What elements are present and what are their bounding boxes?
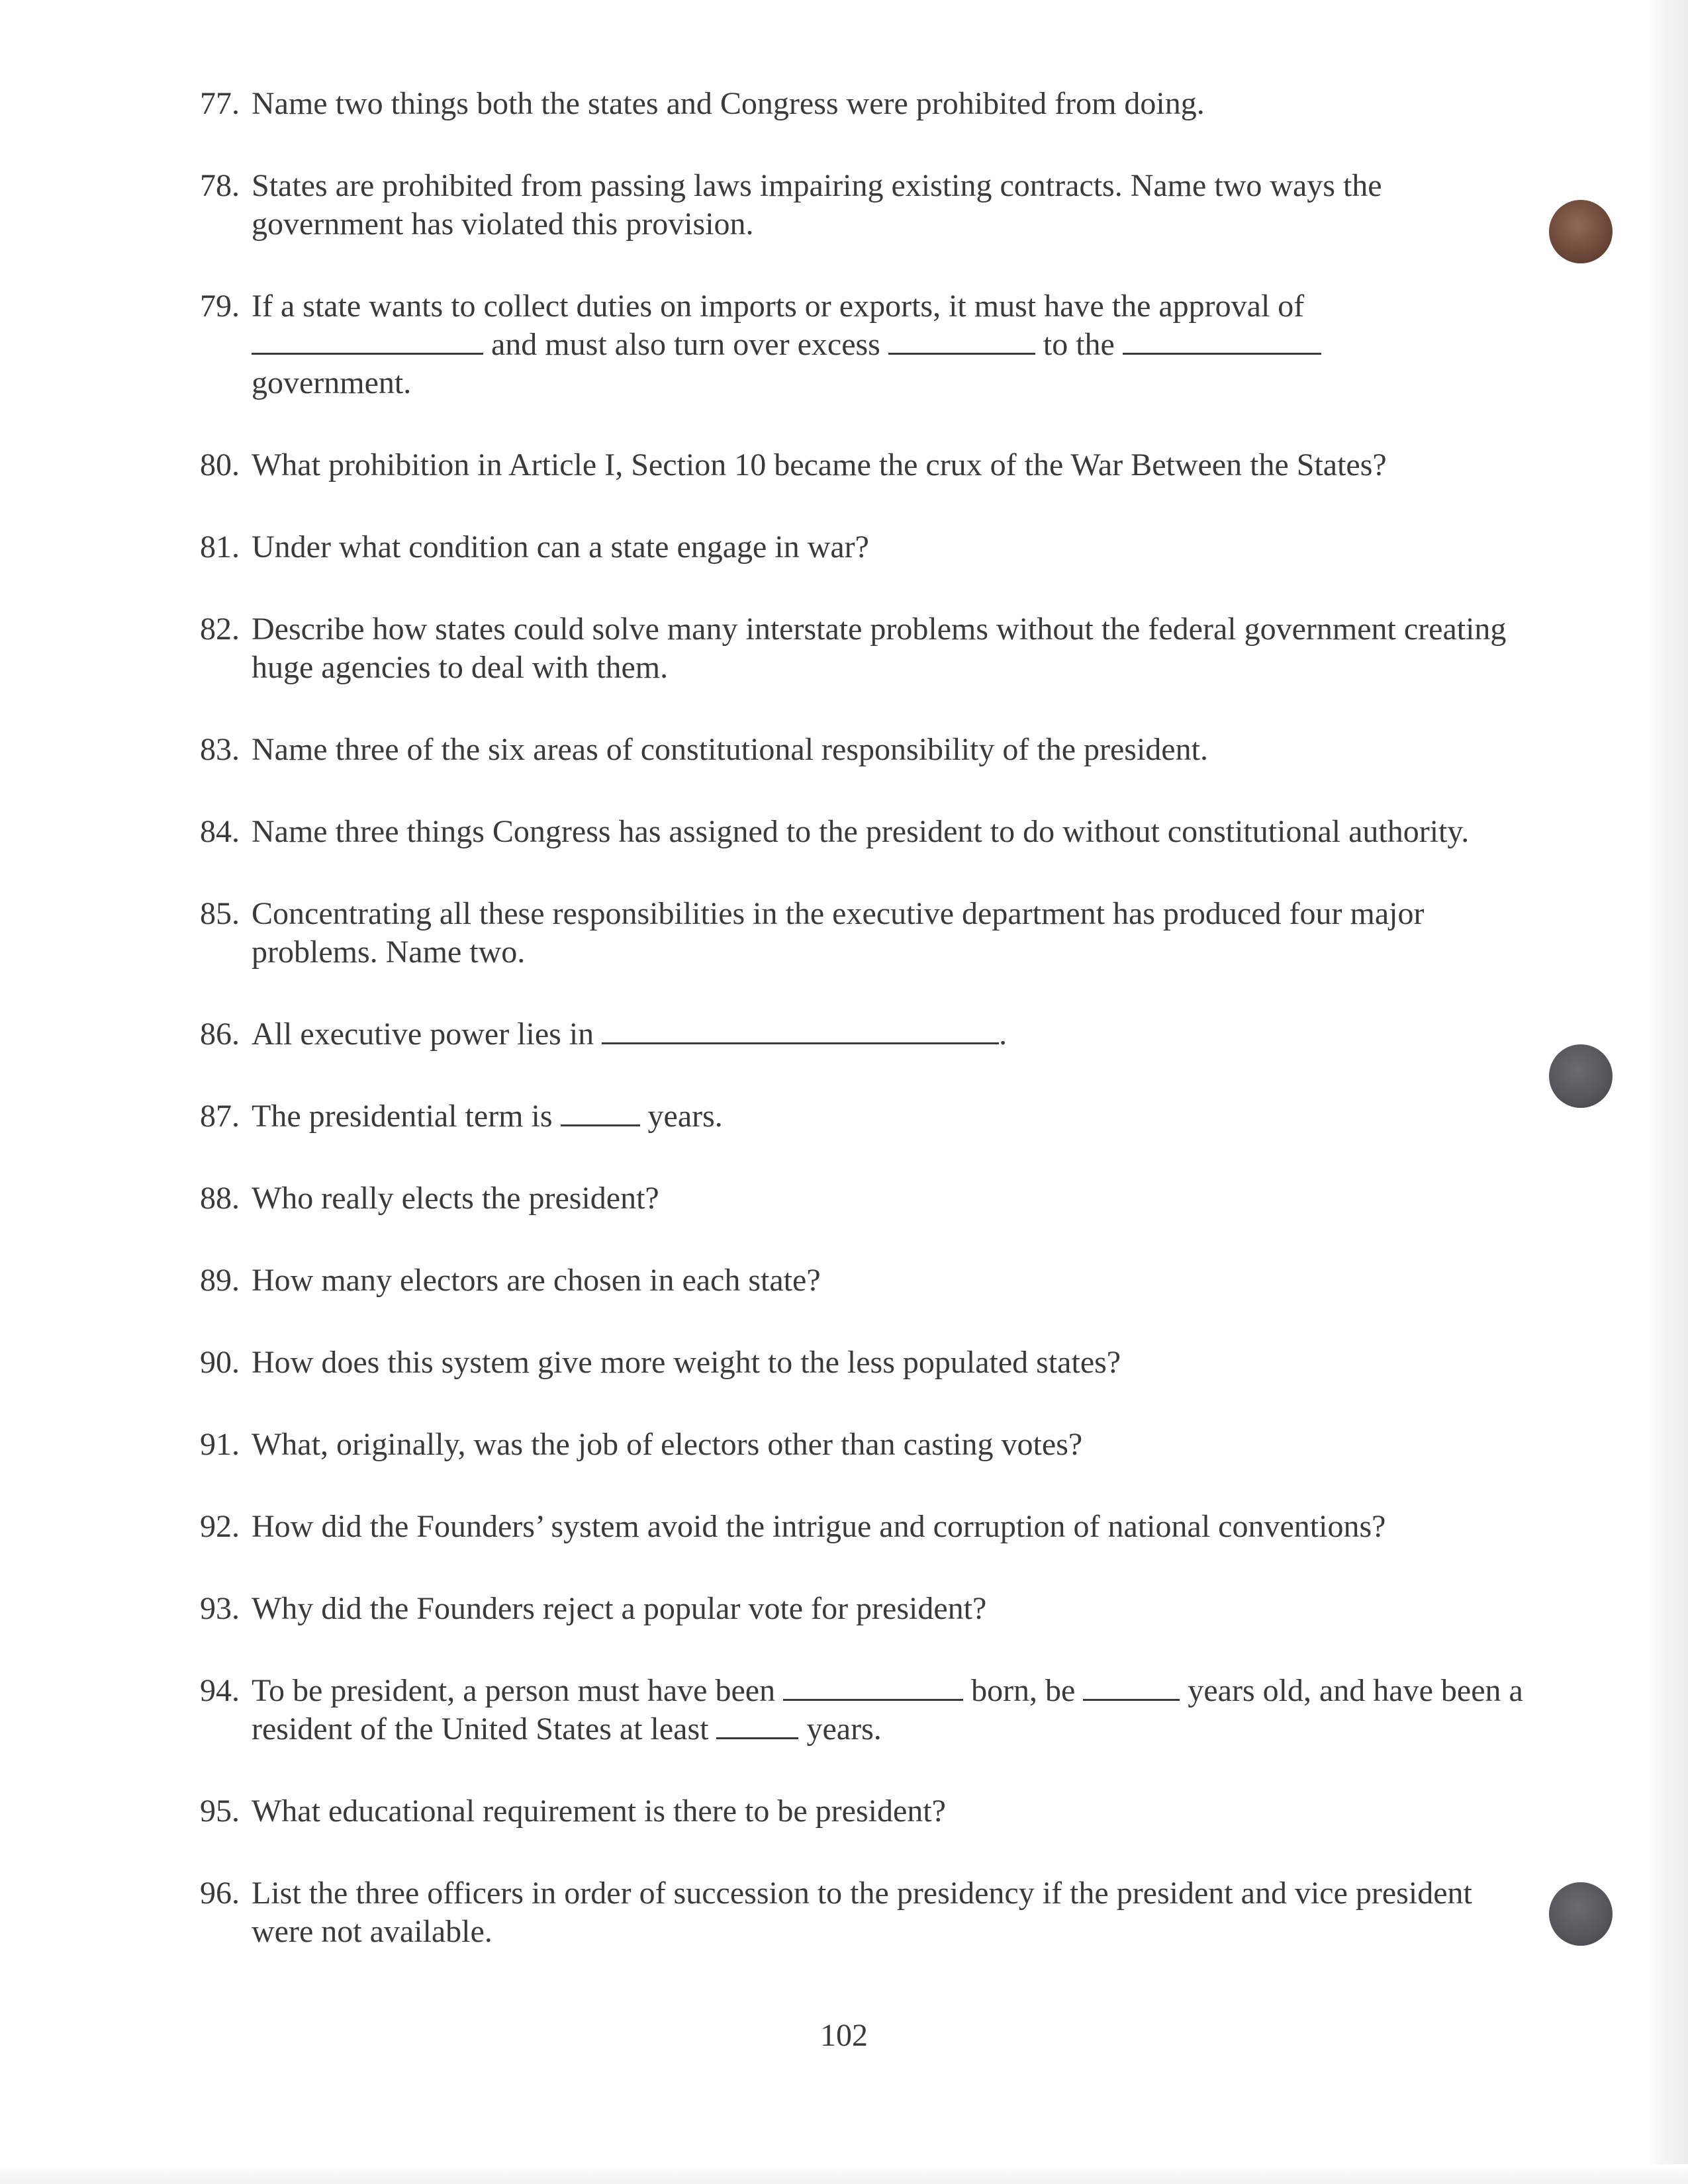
question-number: 87.: [200, 1099, 240, 1134]
question-text: Name three things Congress has assigned to the president to do without constitutional authority.: [252, 814, 1470, 849]
question-number: 93.: [200, 1591, 240, 1626]
page-number: 102: [820, 2018, 868, 2053]
question-text: List the three officers in order of succession to the presidency if the president and vice president were not available.: [252, 1876, 1472, 1949]
question-text: [252, 1015, 1524, 1054]
question-text: Describe how states could solve many interstate problems without the federal government creating huge agencies to deal with them.: [252, 612, 1507, 685]
question-text: Concentrating all these responsibilities in the executive department has produced four major problems. Name two.: [252, 896, 1425, 970]
question-84: [200, 813, 1524, 851]
binder-hole-bottom: [1549, 1882, 1613, 1946]
question-86: [200, 1015, 1524, 1054]
question-text: How many electors are chosen in each state?: [252, 1263, 821, 1298]
question-89: [200, 1261, 1524, 1300]
answer-blank[interactable]: [716, 1711, 798, 1739]
question-text: [252, 1097, 1524, 1136]
question-text-part: and must also turn over excess: [483, 327, 888, 362]
question-93: [200, 1590, 1524, 1628]
question-text-part: .: [999, 1017, 1008, 1052]
answer-blank[interactable]: [1123, 326, 1321, 355]
question-number: 78.: [200, 168, 240, 203]
answer-blank[interactable]: [602, 1016, 999, 1044]
answer-blank[interactable]: [561, 1098, 640, 1126]
question-text-part: years old, and have been a resident of the United States at least: [252, 1673, 1523, 1747]
question-text-part: government.: [252, 365, 412, 400]
question-number: 83.: [200, 732, 240, 767]
answer-blank[interactable]: [888, 326, 1035, 355]
question-number: 77.: [200, 86, 240, 121]
question-text-part: To be president, a person must have been: [252, 1673, 784, 1708]
question-text: Name two things both the states and Congress were prohibited from doing.: [252, 86, 1205, 121]
question-text-part: If a state wants to collect duties on imports or exports, it must have the approval of: [252, 289, 1305, 324]
question-text: Name three of the six areas of constitutional responsibility of the president.: [252, 732, 1208, 767]
question-88: [200, 1179, 1524, 1218]
question-text: States are prohibited from passing laws impairing existing contracts. Name two ways the government has violated this provision.: [252, 168, 1382, 242]
question-81: [200, 528, 1524, 567]
question-text-part: years.: [639, 1099, 723, 1134]
question-92: [200, 1508, 1524, 1546]
binder-hole-top: [1549, 200, 1613, 263]
question-number: 80.: [200, 447, 240, 482]
question-number: 96.: [200, 1876, 240, 1911]
question-94: [200, 1672, 1524, 1749]
question-list: [200, 85, 1524, 1995]
scan-right-edge: [1647, 0, 1688, 2184]
question-95: [200, 1792, 1524, 1831]
question-text: Why did the Founders reject a popular vote for president?: [252, 1591, 987, 1626]
question-85: [200, 895, 1524, 972]
question-text: What educational requirement is there to be president?: [252, 1794, 946, 1829]
question-text: Who really elects the president?: [252, 1181, 659, 1216]
question-96: [200, 1874, 1524, 1951]
question-text-part: All executive power lies in: [252, 1017, 602, 1052]
question-number: 82.: [200, 612, 240, 647]
question-number: 94.: [200, 1673, 240, 1708]
question-78: [200, 167, 1524, 244]
question-91: [200, 1426, 1524, 1464]
question-text: [252, 1672, 1524, 1749]
question-number: 86.: [200, 1017, 240, 1052]
binder-hole-middle: [1549, 1044, 1613, 1108]
question-text: How does this system give more weight to the less populated states?: [252, 1345, 1121, 1380]
question-text-part: The presidential term is: [252, 1099, 561, 1134]
question-83: [200, 731, 1524, 769]
question-80: [200, 446, 1524, 484]
question-text: [252, 287, 1524, 402]
question-number: 79.: [200, 289, 240, 324]
question-number: 91.: [200, 1427, 240, 1462]
question-90: [200, 1343, 1524, 1382]
answer-blank[interactable]: [783, 1672, 963, 1701]
question-number: 95.: [200, 1794, 240, 1829]
question-87: [200, 1097, 1524, 1136]
question-text: How did the Founders’ system avoid the intrigue and corruption of national conventions?: [252, 1509, 1386, 1544]
question-text: What, originally, was the job of electors other than casting votes?: [252, 1427, 1083, 1462]
question-text-part: born, be: [963, 1673, 1084, 1708]
question-number: 88.: [200, 1181, 240, 1216]
scan-bottom-edge: [0, 2164, 1688, 2184]
question-text: Under what condition can a state engage in war?: [252, 529, 869, 565]
question-82: [200, 610, 1524, 687]
question-number: 92.: [200, 1509, 240, 1544]
answer-blank[interactable]: [1083, 1672, 1180, 1701]
question-number: 85.: [200, 896, 240, 931]
question-77: [200, 85, 1524, 123]
question-number: 81.: [200, 529, 240, 565]
question-79: [200, 287, 1524, 402]
answer-blank[interactable]: [252, 326, 483, 355]
question-text: What prohibition in Article I, Section 10 became the crux of the War Between the States?: [252, 447, 1387, 482]
question-number: 89.: [200, 1263, 240, 1298]
question-number: 84.: [200, 814, 240, 849]
question-number: 90.: [200, 1345, 240, 1380]
question-text-part: to the: [1035, 327, 1123, 362]
question-text-part: years.: [798, 1711, 882, 1747]
